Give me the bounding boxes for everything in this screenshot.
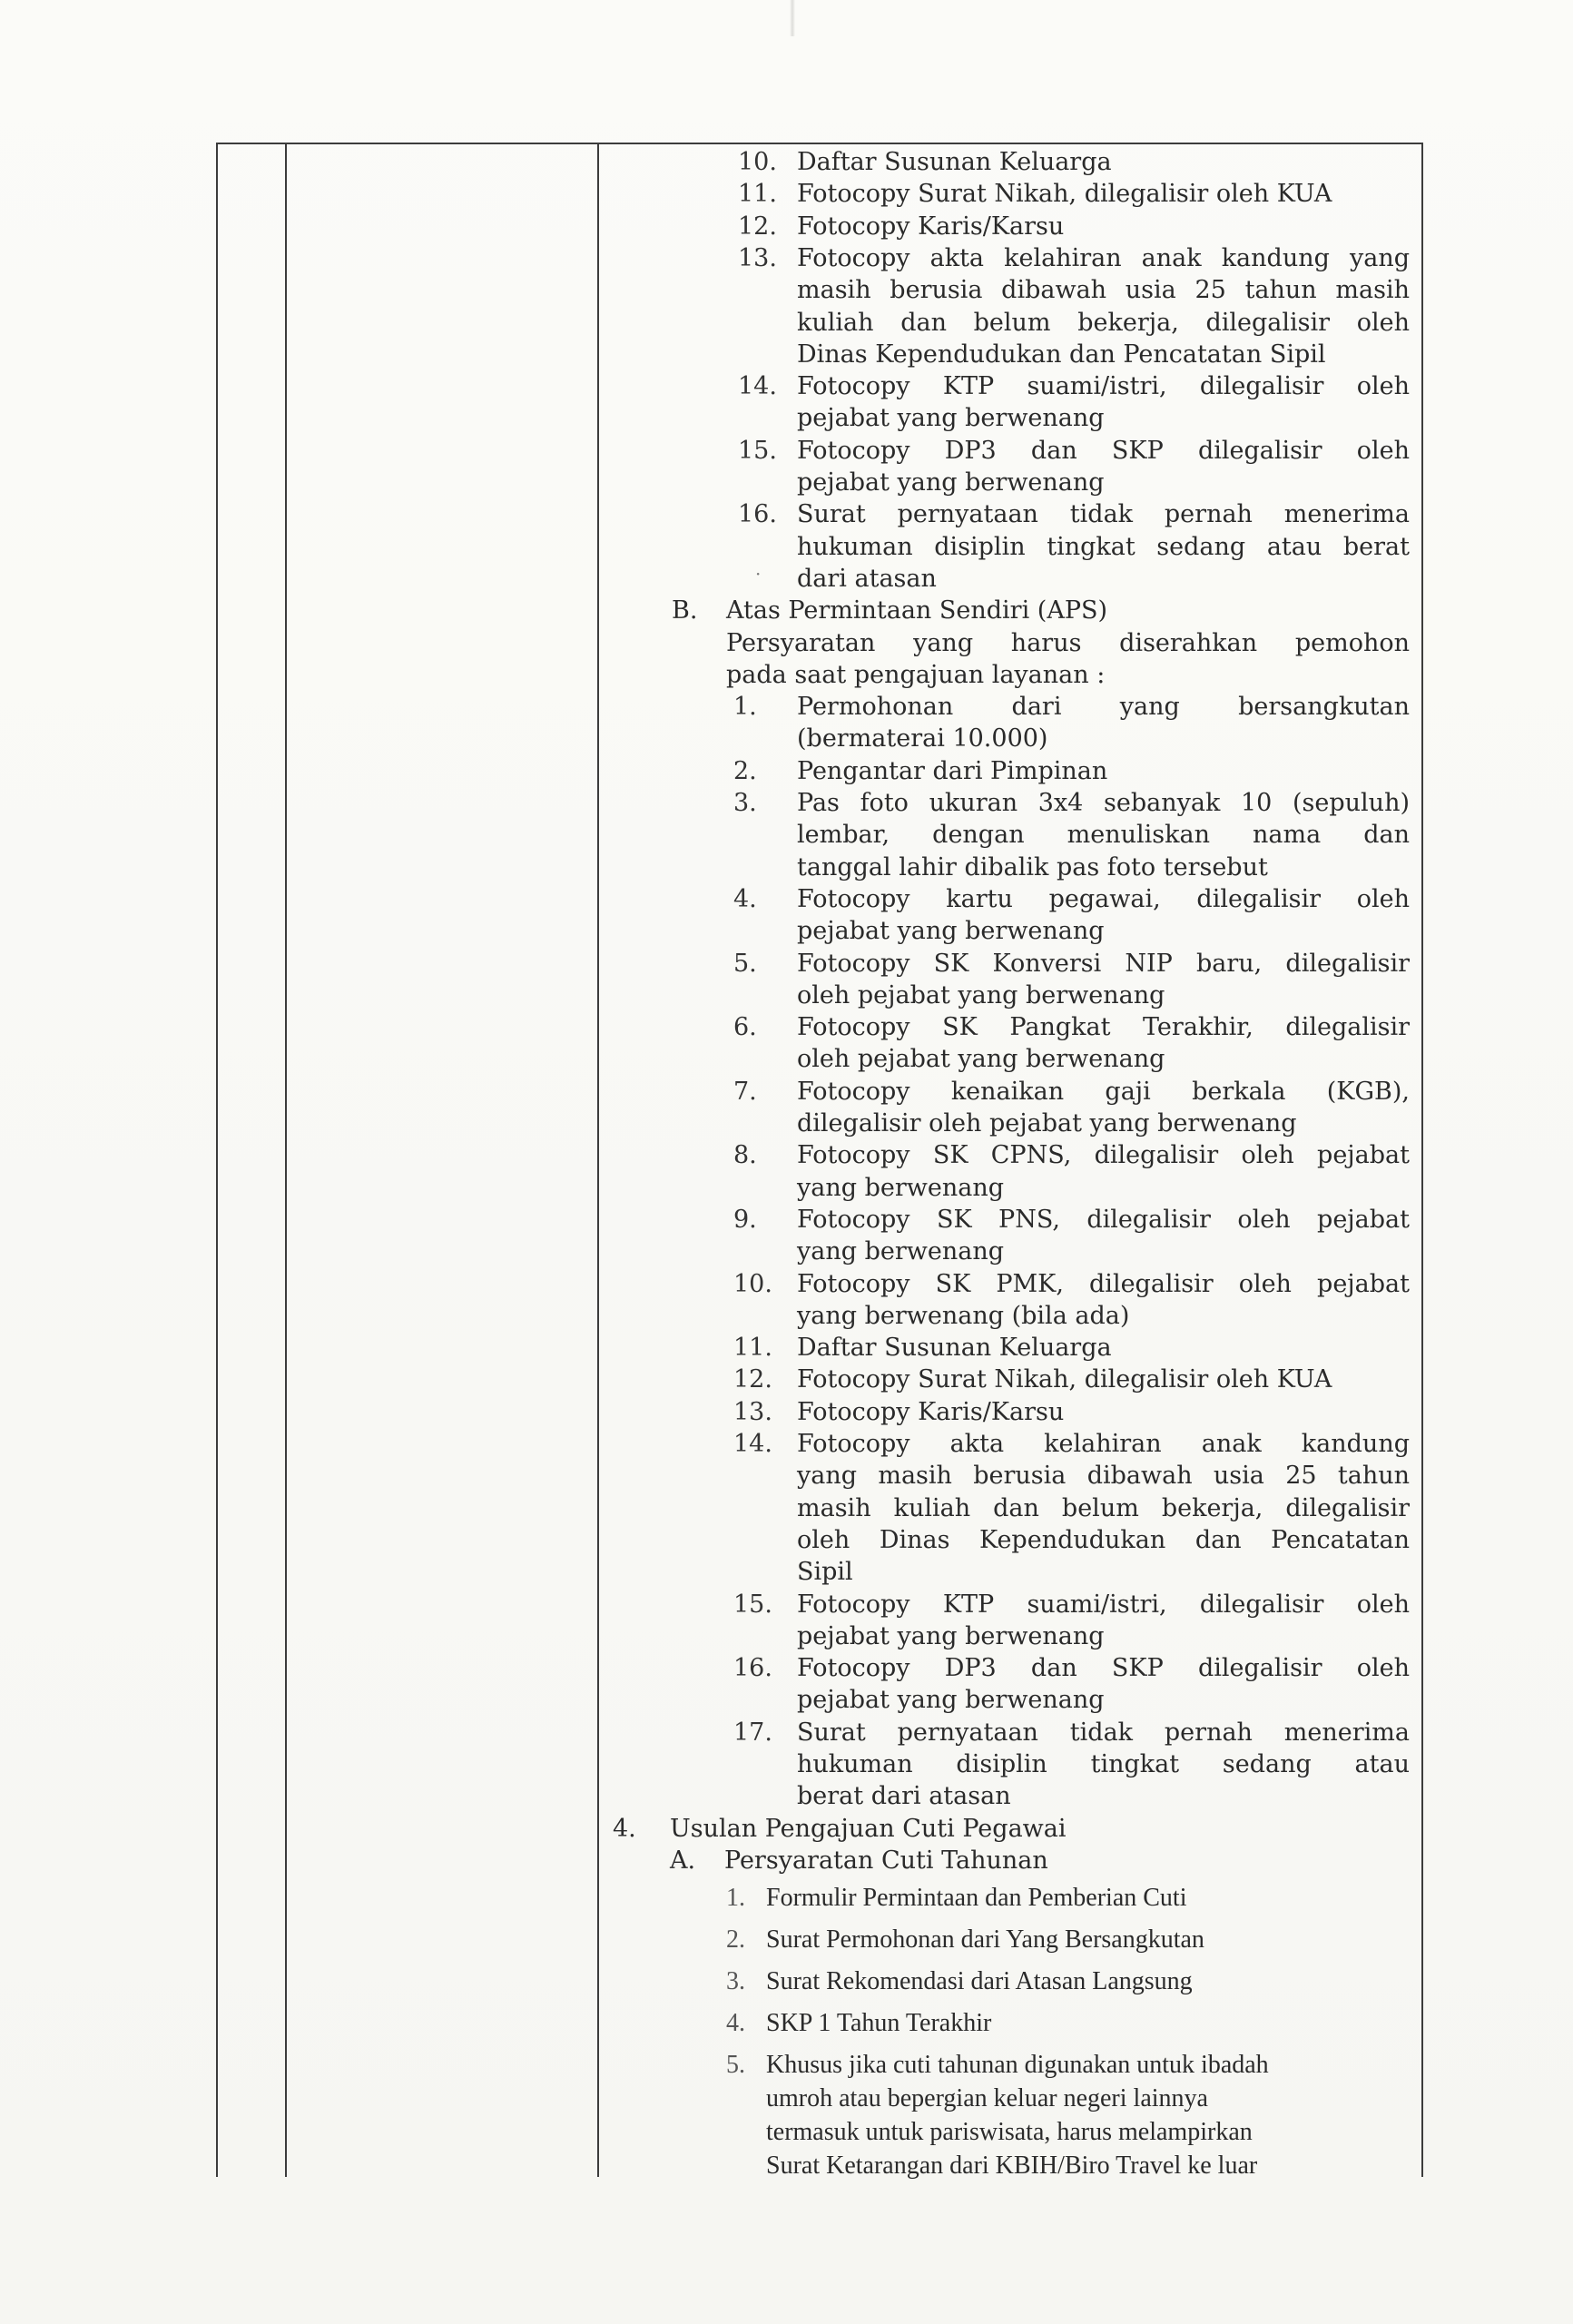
list-item-text: Daftar Susunan Keluarga: [797, 148, 1112, 176]
list-item-text: Dinas Kependudukan dan Pencatatan Sipil: [797, 340, 1326, 369]
list-item-number: 13.: [733, 1397, 772, 1426]
section-4-title: Usulan Pengajuan Cuti Pegawai: [670, 1814, 1067, 1843]
list-item-number: 4.: [733, 884, 757, 913]
list-item-text: tanggal lahir dibalik pas foto tersebut: [797, 852, 1268, 881]
list-item-number: 16.: [733, 1654, 772, 1683]
list-item-number: 12.: [733, 1365, 772, 1394]
table-border-col1: [285, 143, 287, 2177]
list-item-text: Sipil: [797, 1558, 853, 1587]
list-item-text: Fotocopy kartu pegawai, dilegalisir oleh: [797, 884, 1410, 913]
list-item-number: 1.: [733, 693, 757, 722]
list-item-number: 1.: [726, 1884, 745, 1913]
section-4-number: 4.: [613, 1814, 636, 1843]
list-item-text: yang berwenang: [797, 1173, 1005, 1202]
list-item-text: Fotocopy KTP suami/istri, dilegalisir oleh: [797, 372, 1410, 401]
list-item-text: Fotocopy akta kelahiran anak kandung yang: [797, 243, 1410, 272]
page-fold: [790, 0, 795, 36]
list-item-number: 9.: [733, 1205, 757, 1234]
list-item-text: Fotocopy SK Pangkat Terakhir, dilegalisir: [797, 1013, 1410, 1042]
list-item-text: Permohonan dari yang bersangkutan: [797, 693, 1410, 722]
list-item-text: Surat Permohonan dari Yang Bersangkutan: [766, 1925, 1204, 1955]
table-top-border: [216, 143, 1423, 144]
list-item-text: Fotocopy SK PMK, dilegalisir oleh pejabat: [797, 1269, 1410, 1298]
list-item-text: Fotocopy SK CPNS, dilegalisir oleh pejabat: [797, 1141, 1410, 1170]
list-item-number: 15.: [738, 436, 777, 465]
list-item-text: Pengantar dari Pimpinan: [797, 756, 1108, 785]
list-item-text: dari atasan: [797, 564, 937, 593]
list-item-number: 8.: [733, 1141, 757, 1170]
list-item-text: SKP 1 Tahun Terakhir: [766, 2009, 992, 2038]
list-item-text: yang berwenang (bila ada): [797, 1301, 1130, 1330]
list-item-text: pejabat yang berwenang: [797, 917, 1105, 946]
section-b-letter: B.: [672, 596, 698, 625]
list-item-number: 4.: [726, 2009, 745, 2038]
list-item-number: 10.: [733, 1269, 772, 1298]
table-border-right: [1421, 143, 1423, 2177]
list-item-text: pejabat yang berwenang: [797, 404, 1105, 433]
list-item-text: Surat pernyataan tidak pernah menerima: [797, 1718, 1410, 1747]
list-item-text: Khusus jika cuti tahunan digunakan untuk ibadah: [766, 2051, 1269, 2080]
list-item-text: kuliah dan belum bekerja, dilegalisir oleh: [797, 308, 1410, 337]
list-item-text: Fotocopy Karis/Karsu: [797, 212, 1065, 241]
list-item-number: 2.: [733, 756, 757, 785]
section-b-title: Atas Permintaan Sendiri (APS): [726, 596, 1108, 625]
list-item-number: 11.: [733, 1334, 772, 1363]
list-item-number: 15.: [733, 1590, 772, 1619]
list-item-text: umroh atau bepergian keluar negeri lainnya: [766, 2084, 1208, 2113]
bullet-mark: ·: [755, 563, 762, 586]
list-item-text: termasuk untuk pariswisata, harus melampirkan: [766, 2118, 1253, 2147]
list-item-number: 5.: [726, 2051, 745, 2080]
list-item-number: 3.: [733, 789, 757, 817]
list-item-number: 13.: [738, 243, 777, 272]
list-item-number: 3.: [726, 1967, 745, 1996]
list-item-number: 17.: [733, 1718, 772, 1747]
section-4a-title: Persyaratan Cuti Tahunan: [724, 1846, 1048, 1875]
list-item-text: oleh pejabat yang berwenang: [797, 980, 1165, 1009]
list-item-text: Pas foto ukuran 3x4 sebanyak 10 (sepuluh): [797, 789, 1410, 817]
list-item-text: hukuman disiplin tingkat sedang atau: [797, 1750, 1410, 1778]
list-item-text: Surat pernyataan tidak pernah menerima: [797, 500, 1410, 529]
list-item-number: 14.: [738, 372, 777, 401]
list-item-text: Surat Rekomendasi dari Atasan Langsung: [766, 1967, 1193, 1996]
list-item-number: 16.: [738, 500, 777, 529]
list-item-text: berat dari atasan: [797, 1782, 1011, 1811]
list-item-number: 10.: [738, 148, 777, 176]
list-item-number: 2.: [726, 1925, 745, 1955]
list-item-number: 5.: [733, 949, 757, 978]
list-item-number: 14.: [733, 1430, 772, 1458]
list-item-text: Surat Ketarangan dari KBIH/Biro Travel ke luar: [766, 2152, 1258, 2181]
list-item-text: hukuman disiplin tingkat sedang atau berat: [797, 532, 1410, 561]
table-border-col2: [597, 143, 599, 2177]
list-item-text: Fotocopy DP3 dan SKP dilegalisir oleh: [797, 1654, 1410, 1683]
list-item-text: Fotocopy Surat Nikah, dilegalisir oleh KUA: [797, 180, 1332, 209]
list-item-number: 6.: [733, 1013, 757, 1042]
list-item-number: 7.: [733, 1077, 757, 1106]
list-item-text: oleh pejabat yang berwenang: [797, 1045, 1165, 1074]
list-item-text: pejabat yang berwenang: [797, 468, 1105, 497]
list-item-text: (bermaterai 10.000): [797, 724, 1048, 753]
section-b-intro: pada saat pengajuan layanan :: [726, 660, 1106, 689]
list-item-text: Fotocopy SK PNS, dilegalisir oleh pejabat: [797, 1205, 1410, 1234]
section-b-intro: Persyaratan yang harus diserahkan pemohon: [726, 628, 1410, 657]
list-item-text: Formulir Permintaan dan Pemberian Cuti: [766, 1884, 1187, 1913]
list-item-text: oleh Dinas Kependudukan dan Pencatatan: [797, 1525, 1410, 1554]
list-item-text: Daftar Susunan Keluarga: [797, 1334, 1112, 1363]
list-item-text: dilegalisir oleh pejabat yang berwenang: [797, 1109, 1297, 1137]
table-border-left: [216, 143, 218, 2177]
list-item-text: pejabat yang berwenang: [797, 1686, 1105, 1715]
list-item-text: Fotocopy Karis/Karsu: [797, 1397, 1065, 1426]
list-item-text: Fotocopy DP3 dan SKP dilegalisir oleh: [797, 436, 1410, 465]
list-item-text: lembar, dengan menuliskan nama dan: [797, 821, 1410, 850]
section-4a-letter: A.: [670, 1846, 696, 1875]
list-item-text: yang berwenang: [797, 1237, 1005, 1266]
list-item-number: 12.: [738, 212, 777, 241]
list-item-text: masih berusia dibawah usia 25 tahun masih: [797, 276, 1410, 305]
list-item-text: masih kuliah dan belum bekerja, dilegalisir: [797, 1493, 1410, 1522]
list-item-text: Fotocopy KTP suami/istri, dilegalisir oleh: [797, 1590, 1410, 1619]
list-item-text: yang masih berusia dibawah usia 25 tahun: [797, 1462, 1410, 1491]
list-item-number: 11.: [738, 180, 777, 209]
list-item-text: Fotocopy Surat Nikah, dilegalisir oleh KUA: [797, 1365, 1332, 1394]
list-item-text: Fotocopy SK Konversi NIP baru, dilegalisir: [797, 949, 1410, 978]
list-item-text: Fotocopy kenaikan gaji berkala (KGB),: [797, 1077, 1410, 1106]
list-item-text: Fotocopy akta kelahiran anak kandung: [797, 1430, 1410, 1458]
list-item-text: pejabat yang berwenang: [797, 1621, 1105, 1650]
